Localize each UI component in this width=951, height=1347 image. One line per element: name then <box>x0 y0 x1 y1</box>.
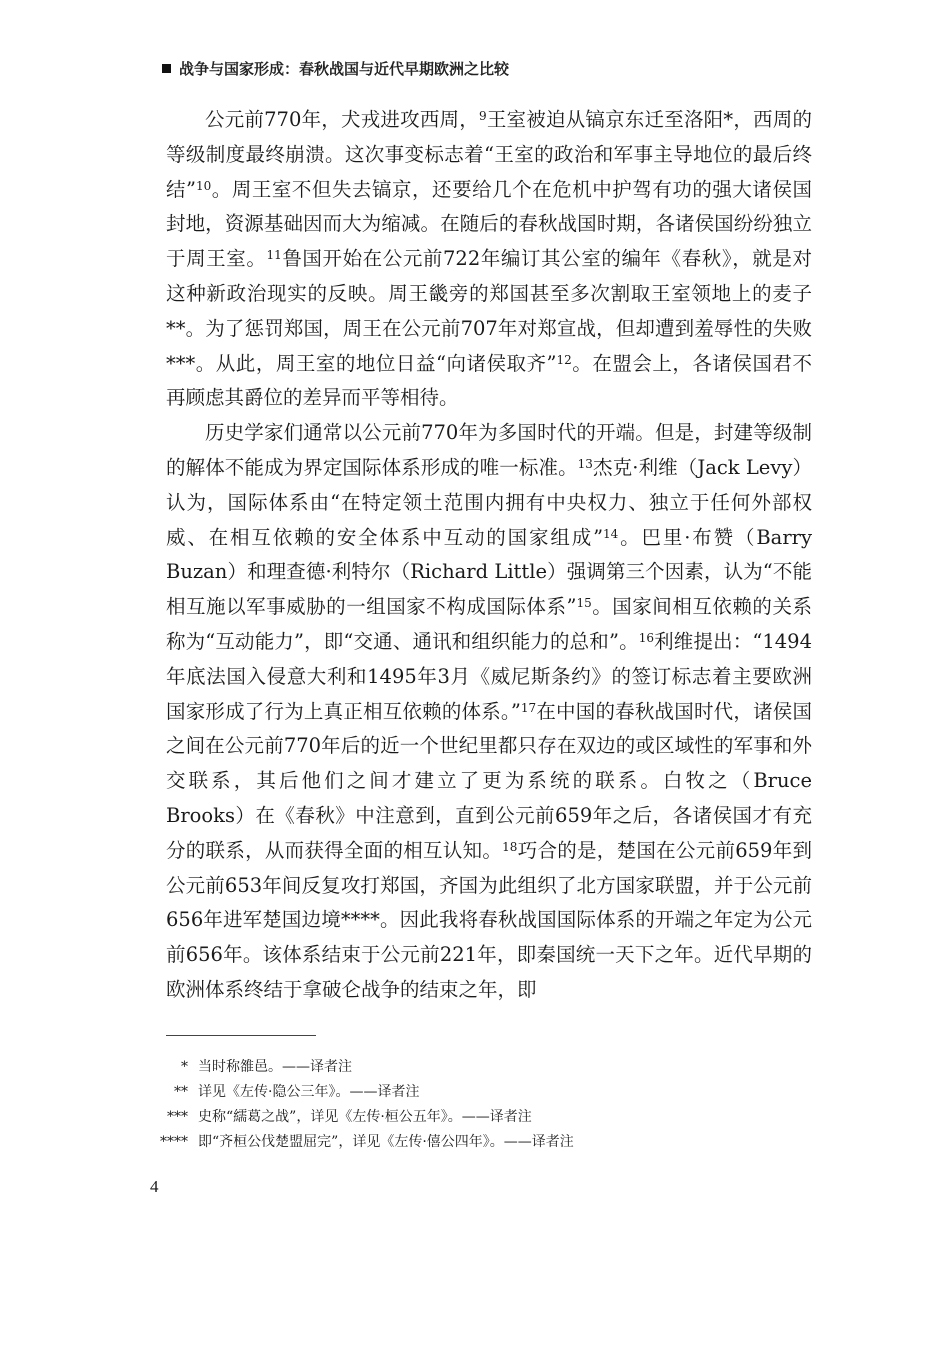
text-run: 王室被迫从镐京东迁至洛阳*，西周的等级制度最终崩溃。这次事变标志着“王室的政治和军事主导地位的最后终结” <box>166 108 812 201</box>
footnote-mark: *** <box>167 1109 188 1125</box>
page-number: 4 <box>150 1177 159 1196</box>
footnote-reference: 18 <box>502 839 518 854</box>
footnote-text: 史称“繻葛之战”，详见《左传·桓公五年》。——译者注 <box>198 1109 532 1125</box>
footnote <box>156 1055 816 1080</box>
footnote-mark: * <box>181 1059 188 1075</box>
footnote <box>156 1130 816 1155</box>
footnote-reference: 12 <box>556 352 572 367</box>
text-run: 在中国的春秋战国时代，诸侯国之间在公元前770年后的近一个世纪里都只存在双边的或区域性的军事和外交联系，其后他们之间才建立了更为系统的联系。白牧之（Bruce Brooks）在《春秋》中注意到，直到公元前659年之后，各诸侯国才有充分的联系，从而获得全面的相互认知。 <box>166 699 812 862</box>
footnote-reference: 17 <box>520 700 537 715</box>
text-run: 利维提出：“1494年底法国入侵意大利和1495年3月《威尼斯条约》的签订标志着主要欧洲国家形成了行为上真正相互依赖的体系。” <box>166 629 812 723</box>
footnote <box>156 1105 816 1130</box>
footnote-text: 当时称雒邑。——译者注 <box>198 1059 352 1075</box>
footnote-text: 详见《左传·隐公三年》。——译者注 <box>198 1084 420 1100</box>
footnote-reference: 9 <box>478 109 487 123</box>
paragraph <box>166 416 812 1008</box>
running-header-title: 战争与国家形成：春秋战国与近代早期欧洲之比较 <box>179 60 510 78</box>
footnote-reference: 13 <box>577 456 593 471</box>
footnote-reference: 15 <box>576 596 592 611</box>
text-run: 。巴里·布赞（Barry Buzan）和理查德·利特尔（Richard Little）强调第三个因素，认为“不能相互施以军事威胁的一组国家不构成国际体系” <box>166 525 812 619</box>
footnote-mark: ** <box>174 1084 188 1100</box>
footnotes <box>156 1055 816 1155</box>
footnote-divider <box>166 1035 316 1036</box>
footnote-reference: 10 <box>196 178 212 193</box>
text-run: 。国家间相互依赖的关系称为“互动能力”，即“交通、通讯和组织能力的总和”。 <box>166 595 812 653</box>
text-run: 公元前770年，犬戎进攻西周， <box>205 108 479 131</box>
text-run: 历史学家们通常以公元前770年为多国时代的开端。但是，封建等级制的解体不能成为界定国际体系形成的唯一标准。 <box>166 421 812 479</box>
footnote-reference: 11 <box>266 248 282 263</box>
footnote <box>156 1080 816 1105</box>
black-square-icon <box>162 64 171 73</box>
text-run: 杰克·利维（Jack Levy）认为，国际体系由“在特定领土范围内拥有中央权力、独立于任何外部权威、在相互依赖的安全体系中互动的国家组成” <box>166 455 812 549</box>
footnote-reference: 16 <box>638 630 654 645</box>
body-text <box>166 103 812 1008</box>
footnote-mark: **** <box>160 1134 188 1150</box>
text-run: 鲁国开始在公元前722年编订其公室的编年《春秋》，就是对这种新政治现实的反映。周王畿旁的郑国甚至多次割取王室领地上的麦子**。为了惩罚郑国，周王在公元前707年对郑宣战，但却遭到羞辱性的失败***。从此，周王室的地位日益“向诸侯取齐” <box>166 247 812 375</box>
text-run: 。在盟会上，各诸侯国君不再顾虑其爵位的差异而平等相待。 <box>166 351 812 410</box>
paragraph <box>166 103 812 416</box>
text-run: 。周王室不但失去镐京，还要给几个在危机中护驾有功的强大诸侯国封地，资源基础因而大为缩减。在随后的春秋战国时期，各诸侯国纷纷独立于周王室。 <box>166 177 812 271</box>
footnote-reference: 14 <box>603 526 619 541</box>
text-run: 巧合的是，楚国在公元前659年到公元前653年间反复攻打郑国，齐国为此组织了北方国家联盟，并于公元前656年进军楚国边境****。因此我将春秋战国国际体系的开端之年定为公元前656年。该体系结束于公元前221年，即秦国统一天下之年。近代早期的欧洲体系终结于拿破仑战争的结束之年，即 <box>166 838 812 1001</box>
running-header <box>162 58 862 79</box>
footnote-text: 即“齐桓公伐楚盟屈完”，详见《左传·僖公四年》。——译者注 <box>198 1134 574 1150</box>
